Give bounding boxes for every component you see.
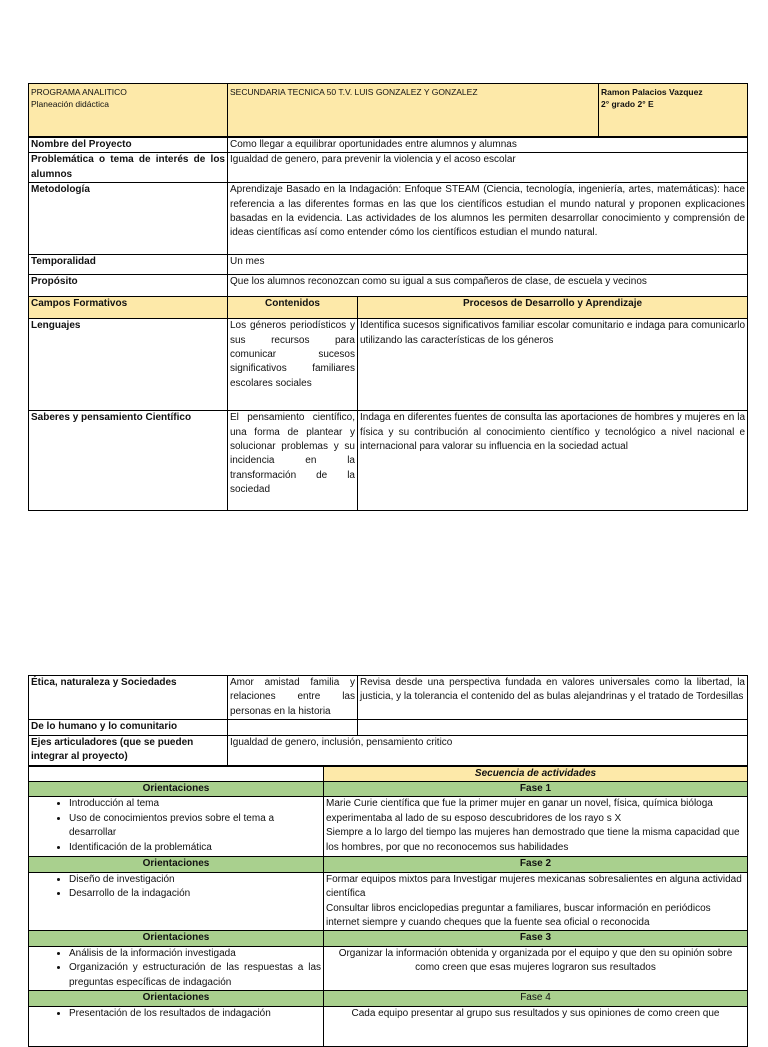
teacher-name: Ramon Palacios Vazquez: [601, 87, 703, 97]
fase-4-orientaciones: [29, 1006, 324, 1046]
fase-3-orientaciones: [29, 946, 324, 990]
metodologia-label: Metodología: [29, 183, 228, 255]
fase-1-bullet: • Introducción al tema: [69, 797, 321, 811]
planning-table-page1: [28, 83, 747, 511]
fase-3-actividades: [324, 946, 748, 990]
header-program-cell: [29, 84, 228, 137]
fase-2-text: Formar equipos mixtos para Investigar mujeres mexicanas sobresalientes en alguna actividad científica: [326, 873, 742, 900]
temporalidad-value: Un mes: [228, 255, 748, 275]
problematica-label: Problemática o tema de interés de los alumnos: [29, 153, 228, 183]
planeacion-label: Planeación didáctica: [31, 99, 109, 109]
proposito-label: Propósito: [29, 275, 228, 297]
campo-humano-contenido: [228, 720, 358, 735]
fase-2-title: Fase 2: [324, 857, 748, 872]
fase-3-bullet: • Organización y estructuración de las respuestas a las preguntas específicas de indagación: [69, 961, 321, 990]
fase-2-orientaciones: [29, 872, 324, 931]
metodologia-value: Aprendizaje Basado en la Indagación: Enfoque STEAM (Ciencia, tecnología, ingeniería, artes, matemáticas): hace referencia a las diferentes formas en las que los científicos estudian el mundo natural y proponen explicaciones basadas en la evidencia. Las actividades de los alumnos les permiten desarrollar conocimiento y comprensión de ideas científicas así como entender cómo los científicos estudian el mundo natural.: [228, 183, 748, 255]
teacher-cell: [599, 84, 748, 137]
temporalidad-label: Temporalidad: [29, 255, 228, 275]
fase-1-bullet: • Identificación de la problemática: [69, 841, 321, 855]
fase-1-text: Marie Curie científica que fue la primer mujer en ganar un novel, física, química bióloga experimentaba al lado de su esposo descubridores de los rayo s X: [326, 798, 713, 824]
contenidos-header: Contenidos: [228, 297, 358, 319]
fase-2-bullet: • Desarrollo de la indagación: [69, 887, 321, 901]
campo-saberes-contenido: El pensamiento científico, una forma de plantear y solucionar problemas y su incidencia en la transformación de la sociedad: [228, 411, 358, 511]
fase-4-title: Fase 4: [324, 991, 748, 1006]
campo-lenguajes-proceso: Identifica sucesos significativos familiar escolar comunitario e indaga para comunicarlo utilizando las características de los géneros: [358, 319, 748, 411]
fase-1-bullet: • Uso de conocimientos previos sobre el tema a desarrollar: [69, 812, 321, 841]
ejes-label: Ejes articuladores (que se pueden integrar al proyecto): [29, 735, 228, 765]
orientaciones-header-1: Orientaciones: [29, 782, 324, 797]
header-table: [28, 83, 748, 137]
nombre-proyecto-label: Nombre del Proyecto: [29, 138, 228, 153]
fase-3-bullet: • Análisis de la información investigada: [69, 947, 321, 961]
fase-1-text: Siempre a lo largo del tiempo las mujeres han demostrado que tiene la misma capacidad que los hombres, por que no reconocemos sus habilidades: [326, 827, 740, 853]
orientaciones-header-3: Orientaciones: [29, 931, 324, 946]
campo-humano-proceso: [358, 720, 748, 735]
fase-4-bullet: • Presentación de los resultados de indagación: [69, 1007, 321, 1021]
fase-2-bullet: • Diseño de investigación: [69, 873, 321, 887]
fase-1-orientaciones: [29, 797, 324, 857]
procesos-header: Procesos de Desarrollo y Aprendizaje: [358, 297, 748, 319]
campo-lenguajes-contenido: Los géneros periodísticos y sus recursos para comunicar sucesos significativos familiares escolares sociales: [228, 319, 358, 411]
fase-4-text: Cada equipo presentar al grupo sus resultados y sus opiniones de como creen que: [351, 1007, 720, 1019]
planning-table-page2: [28, 675, 747, 1047]
campos-continued-table: [28, 675, 748, 766]
campo-lenguajes-name: Lenguajes: [29, 319, 228, 411]
orientaciones-header-4: Orientaciones: [29, 991, 324, 1006]
campo-saberes-name: Saberes y pensamiento Científico: [29, 411, 228, 511]
campo-etica-proceso: Revisa desde una perspectiva fundada en valores universales como la libertad, la justicia, y la tolerancia el contenido del as bulas alejandrinas y el tratado de Tordesillas: [358, 676, 748, 720]
grade-label: 2° grado 2° E: [601, 99, 654, 109]
fase-2-actividades: [324, 872, 748, 931]
secuencia-title: Secuencia de actividades: [324, 766, 748, 781]
fase-3-text: Organizar la información obtenida y organizada por el equipo y que den su opinión sobre como creen que esas mujeres lograron sus resultados: [338, 947, 733, 974]
school-name: SECUNDARIA TECNICA 50 T.V. LUIS GONZALEZ Y GONZALEZ: [228, 84, 599, 137]
ejes-value: Igualdad de genero, inclusión, pensamiento critico: [228, 735, 748, 765]
fase-3-title: Fase 3: [324, 931, 748, 946]
orientaciones-header-2: Orientaciones: [29, 857, 324, 872]
fase-1-actividades: [324, 797, 748, 857]
campo-etica-name: Ética, naturaleza y Sociedades: [29, 676, 228, 720]
secuencia-table: [28, 766, 748, 1047]
fase-1-title: Fase 1: [324, 782, 748, 797]
problematica-value: Igualdad de genero, para prevenir la violencia y el acoso escolar: [228, 153, 748, 183]
proposito-value: Que los alumnos reconozcan como su igual a sus compañeros de clase, de escuela y vecinos: [228, 275, 748, 297]
campo-etica-contenido: Amor amistad familia y relaciones entre las personas en la historia: [228, 676, 358, 720]
nombre-proyecto-value: Como llegar a equilibrar oportunidades entre alumnos y alumnas: [228, 138, 748, 153]
campo-humano-name: De lo humano y lo comunitario: [29, 720, 228, 735]
campo-saberes-proceso: Indaga en diferentes fuentes de consulta las aportaciones de hombres y mujeres en la física y su contribución al conocimiento científico y tecnológico a nivel nacional e internacional para valorar su influencia en la sociedad actual: [358, 411, 748, 511]
program-title: PROGRAMA ANALITICO: [31, 87, 127, 97]
project-table: [28, 137, 748, 511]
fase-4-actividades: [324, 1006, 748, 1046]
fase-2-text: Consultar libros enciclopedias preguntar a familiares, buscar información en periódicos internet siempre y cuando cheques que la fuente sea oficial o reconocida: [326, 902, 711, 929]
campos-header: Campos Formativos: [29, 297, 228, 319]
secuencia-blank: [29, 766, 324, 781]
